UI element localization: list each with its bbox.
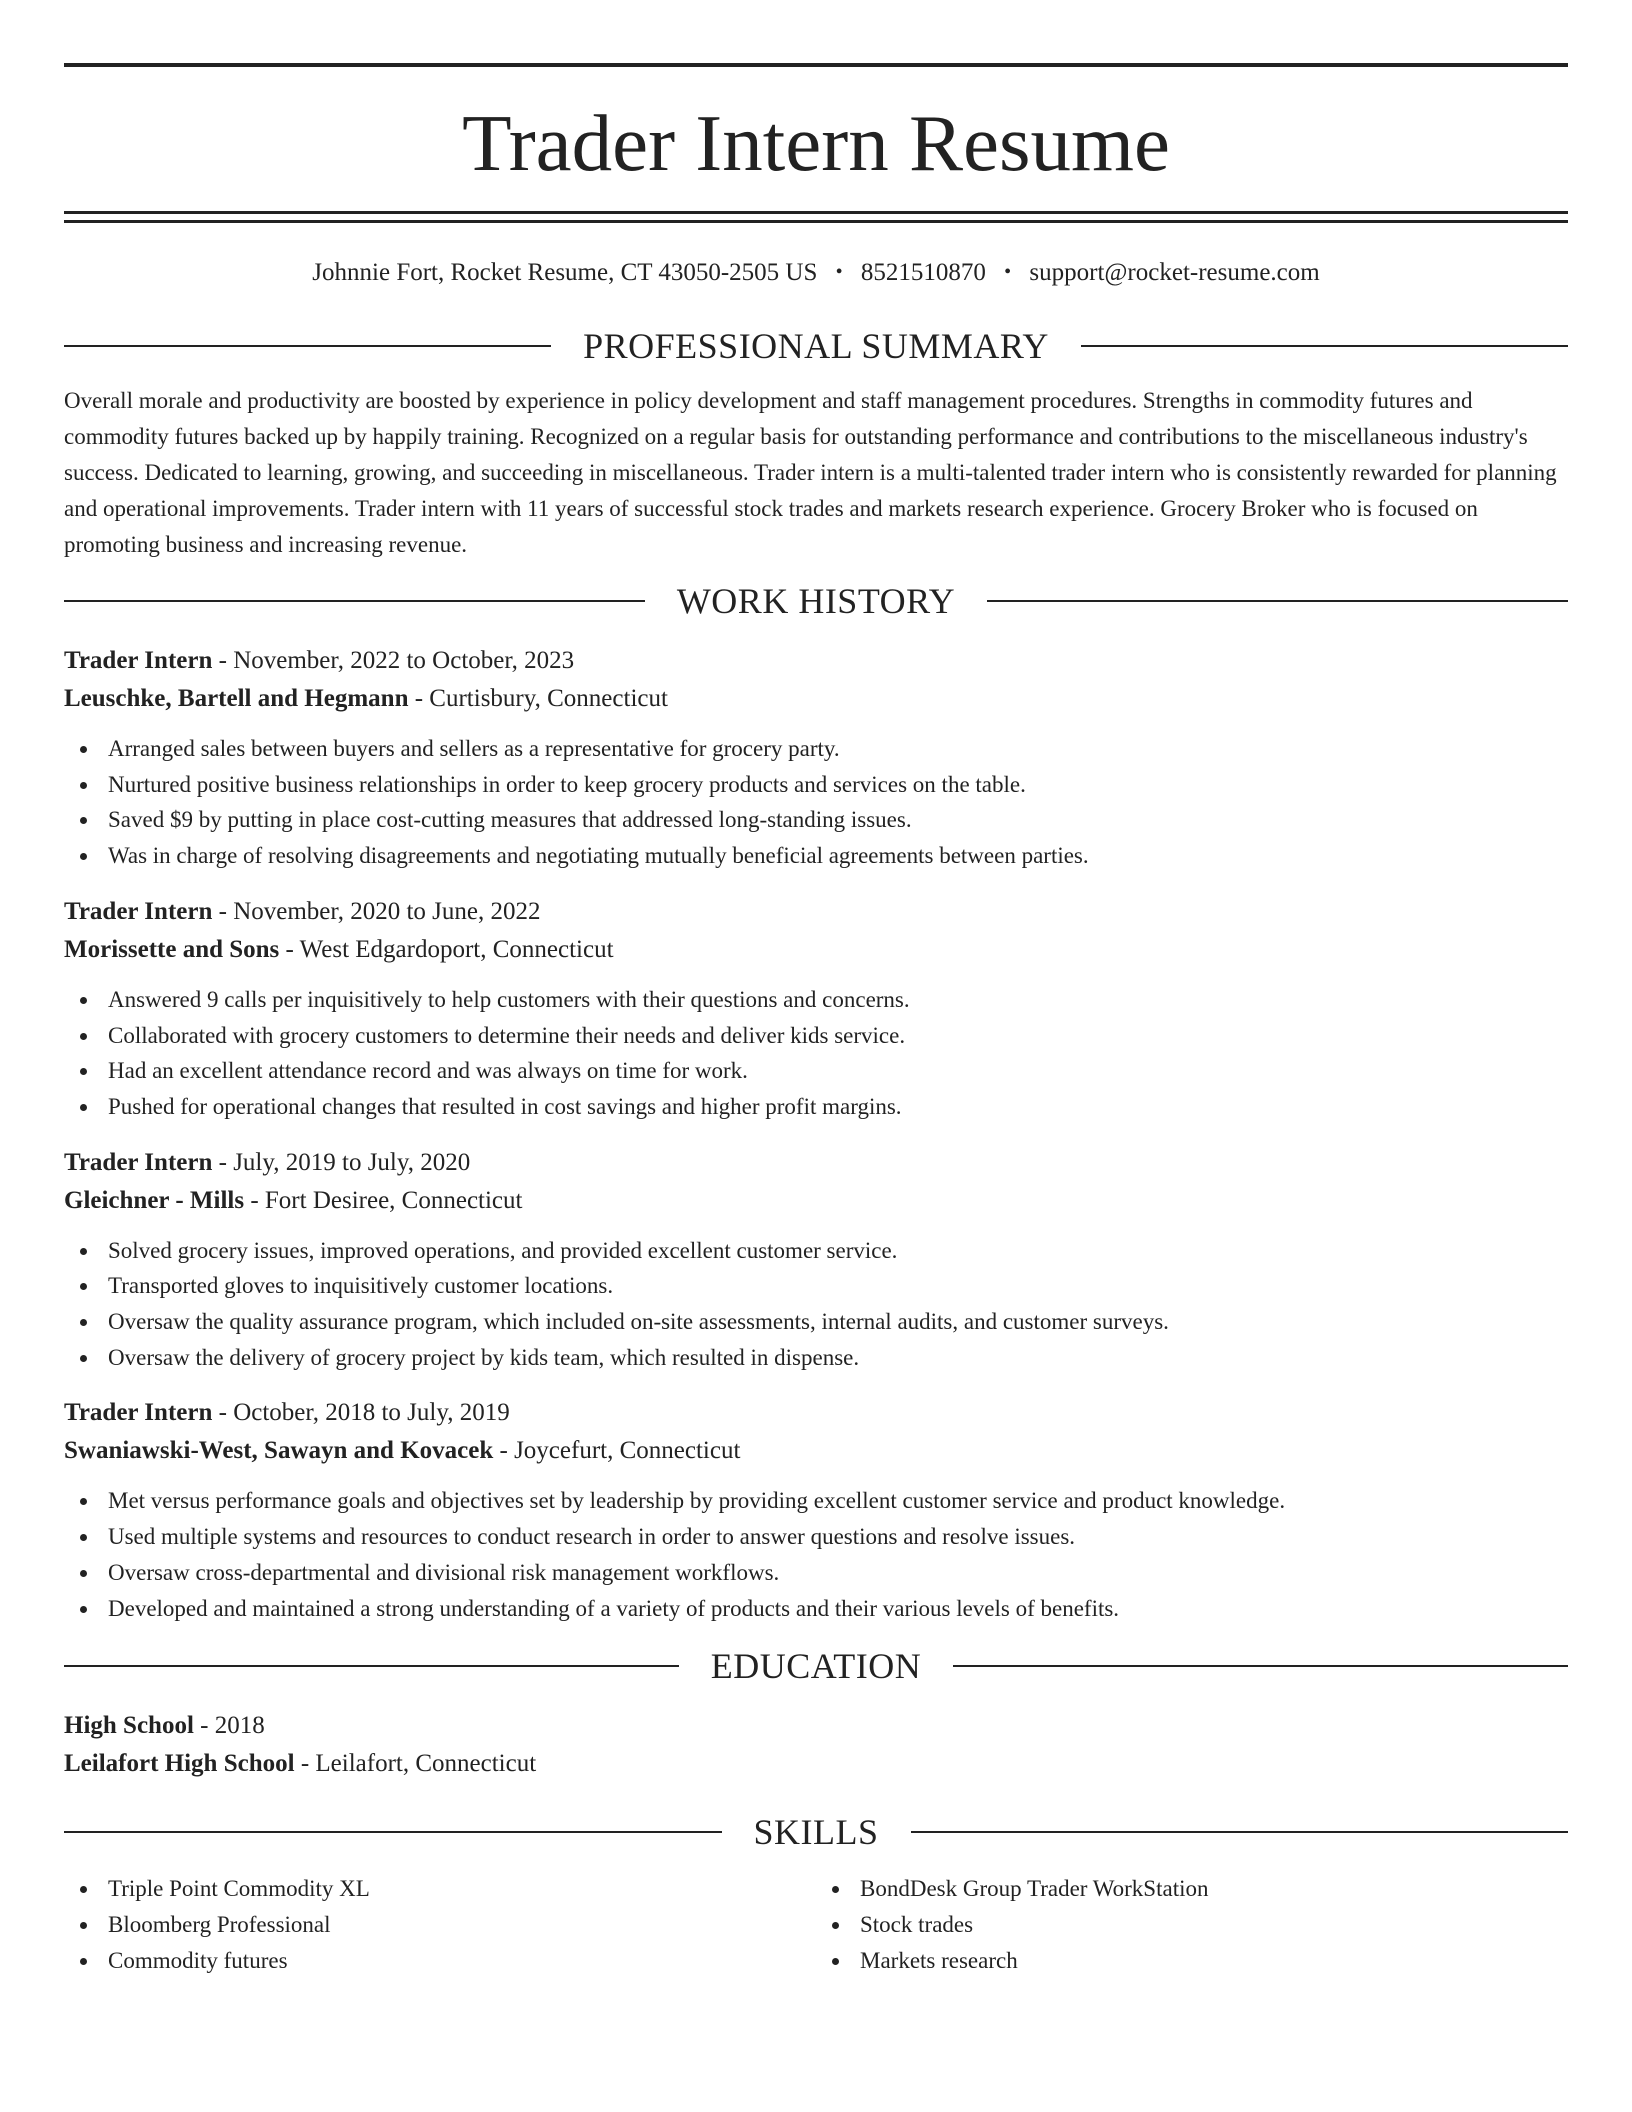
resume-page [0,63,1632,2112]
contact-address: Johnnie Fort, Rocket Resume, CT 43050-2505 US [312,259,818,286]
list-item: Answered 9 calls per inquisitively to help customers with their questions and concerns. [64,982,1568,1018]
list-item: Transported gloves to inquisitively customer locations. [64,1268,1568,1304]
list-item: Oversaw the quality assurance program, which included on-site assessments, internal audits, and customer surveys. [64,1304,1568,1340]
job-dates: - November, 2022 to October, 2023 [212,647,575,674]
job-bullets [64,731,1568,874]
list-item: Saved $9 by putting in place cost-cutting measures that addressed long-standing issues. [64,802,1568,838]
job-title: Trader Intern [64,897,213,925]
contact-email: support@rocket-resume.com [1029,259,1320,286]
heading-rule-right [987,600,1568,602]
job-title-line [64,893,1568,931]
list-item: Had an excellent attendance record and was always on time for work. [64,1053,1568,1089]
list-item: Oversaw the delivery of grocery project by kids team, which resulted in dispense. [64,1340,1568,1376]
section-title: WORK HISTORY [676,581,956,621]
job-title-line [64,1394,1568,1432]
job-dates: - July, 2019 to July, 2020 [212,1148,471,1176]
job-entry [64,1144,1568,1376]
list-item: Nurtured positive business relationships in order to keep grocery products and services on the table. [64,767,1568,803]
section-title: PROFESSIONAL SUMMARY [583,326,1049,366]
skill-item: Triple Point Commodity XL [64,1871,816,1907]
list-item: Used multiple systems and resources to conduct research in order to answer questions and resolve issues. [64,1519,1568,1555]
job-company-line [64,1182,1568,1220]
job-company-line [64,680,1568,718]
list-item: Collaborated with grocery customers to determine their needs and deliver kids service. [64,1018,1568,1054]
section-title: SKILLS [753,1812,879,1853]
contact-line [64,260,1568,292]
contact-phone: 8521510870 [860,259,986,286]
skills-heading [64,1812,1568,1853]
job-entry [64,642,1568,874]
education-entry [64,1707,1568,1783]
resume-title: Trader Intern Resume [462,98,1170,188]
job-dates: - October, 2018 to July, 2019 [212,1399,510,1427]
title-rule-1 [64,211,1568,214]
job-bullets [64,1483,1568,1626]
heading-rule-right [1081,345,1568,347]
job-title: Trader Intern [64,647,213,674]
education-degree-line [64,1707,1568,1745]
skill-item: BondDesk Group Trader WorkStation [816,1871,1568,1907]
section-title: EDUCATION [710,1646,922,1687]
skill-item: Markets research [816,1943,1568,1979]
work-history-heading [64,583,1568,619]
job-title: Trader Intern [64,1399,213,1427]
education-year: - 2018 [193,1712,265,1740]
summary-text: Overall morale and productivity are boosted by experience in policy development and staff management procedures. Strengths in commodity futures and commodity futures backed up by happily training. Recognized on a regular basis for outstanding performance and contributions to the miscellaneous industry's success. Dedicated to learning, growing, and succeeding in miscellaneous. Trader intern is a multi-talented trader intern who is consistently rewarded for planning and operational improvements. Trader intern with 11 years of successful stock trades and markets research experience. Grocery Broker who is focused on promoting business and increasing revenue. [64,388,1557,557]
skills-column-right [816,1871,1568,1978]
list-item: Pushed for operational changes that resulted in cost savings and higher profit margins. [64,1089,1568,1125]
education-heading [64,1646,1568,1687]
list-item: Solved grocery issues, improved operations, and provided excellent customer service. [64,1233,1568,1269]
job-bullets [64,982,1568,1125]
top-rule [64,63,1568,67]
heading-rule-right [911,1831,1569,1833]
job-location: - Joycefurt, Connecticut [493,1437,741,1465]
education-degree: High School [64,1712,194,1740]
list-item: Was in charge of resolving disagreements and negotiating mutually beneficial agreements between parties. [64,838,1568,874]
job-location: - Curtisbury, Connecticut [408,685,668,712]
job-entry [64,1394,1568,1626]
list-item: Met versus performance goals and objectives set by leadership by providing excellent customer service and product knowledge. [64,1483,1568,1519]
job-company: Swaniawski-West, Sawayn and Kovacek [64,1437,494,1465]
contact-separator: • [835,261,843,283]
job-company: Morissette and Sons [64,935,280,963]
job-entry [64,893,1568,1125]
summary-heading [64,328,1568,364]
heading-rule-right [953,1665,1568,1667]
job-bullets [64,1233,1568,1376]
job-title: Trader Intern [64,1148,213,1176]
heading-rule-left [64,345,551,347]
job-title-line [64,1144,1568,1182]
skills-list [64,1871,1568,1978]
skill-item: Stock trades [816,1907,1568,1943]
list-item: Developed and maintained a strong understanding of a variety of products and their various levels of benefits. [64,1591,1568,1627]
heading-rule-left [64,1831,722,1833]
job-location: - West Edgardoport, Connecticut [279,935,614,963]
job-company-line [64,931,1568,969]
job-location: - Fort Desiree, Connecticut [244,1186,523,1214]
contact-separator: • [1004,261,1012,283]
job-title-line [64,642,1568,680]
list-item: Arranged sales between buyers and sellers as a representative for grocery party. [64,731,1568,767]
job-dates: - November, 2020 to June, 2022 [212,897,541,925]
skill-item: Bloomberg Professional [64,1907,816,1943]
job-company: Gleichner - Mills [64,1186,245,1214]
heading-rule-left [64,600,645,602]
list-item: Oversaw cross-departmental and divisional risk management workflows. [64,1555,1568,1591]
education-school-line [64,1745,1568,1783]
education-location: - Leilafort, Connecticut [294,1750,537,1778]
job-company-line [64,1432,1568,1470]
education-school: Leilafort High School [64,1750,295,1778]
job-company: Leuschke, Bartell and Hegmann [64,685,409,712]
heading-rule-left [64,1665,679,1667]
skills-column-left [64,1871,816,1978]
title-rule-2 [64,220,1568,223]
skill-item: Commodity futures [64,1943,816,1979]
